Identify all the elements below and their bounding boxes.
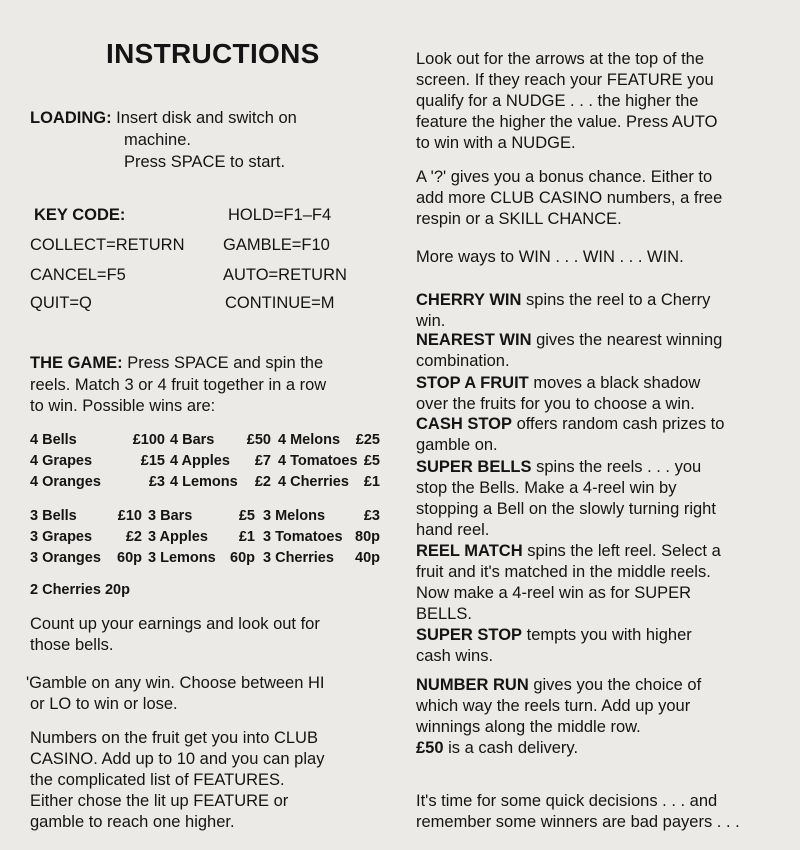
key-cancel: CANCEL=F5 [30,266,126,284]
game-text-3: to win. Possible wins are: [30,397,216,415]
key-gamble: GAMBLE=F10 [223,236,330,254]
count-up-line-1: Count up your earnings and look out for [30,615,320,633]
super-bells-line-2: stop the Bells. Make a 4-reel win by [416,479,677,497]
number-run-line-2: which way the reels turn. Add up your [416,697,691,715]
loading-text-1: Insert disk and switch on [116,109,297,127]
game-label: THE GAME: [30,354,123,372]
win-name: 4 Grapes [30,453,93,469]
win-name: 3 Lemons [148,550,216,566]
key-continue: CONTINUE=M [225,294,335,312]
game-line-1 [30,353,323,375]
feature-text: offers random cash prizes to [516,415,725,433]
bonus-line-2: add more CLUB CASINO numbers, a free [416,189,723,207]
gamble-line-1: 'Gamble on any win. Choose between HI [26,674,325,692]
cash-stop-line-1 [416,414,724,436]
win-name: 3 Cherries [263,550,334,566]
nearest-win-line-1 [416,330,722,352]
win-name: 4 Apples [170,453,230,469]
number-run-line-3: winnings along the middle row. [416,718,641,736]
win-name: 3 Oranges [30,550,101,566]
win-amount: £1 [363,474,380,490]
stop-a-fruit-line-2: over the fruits for you to choose a win. [416,395,695,413]
feature-text: gives you the choice of [533,676,702,694]
win-amount: £25 [355,432,380,448]
cash-stop-line-2: gamble on. [416,436,498,454]
feature-name: NUMBER RUN [416,676,529,694]
arrows-line-5: to win with a NUDGE. [416,134,576,152]
feature-name: SUPER STOP [416,626,523,644]
super-stop-line-1 [416,625,692,647]
reel-match-line-4: BELLS. [416,605,472,623]
win-name: 3 Bells [30,508,77,524]
closing-line-2: remember some winners are bad payers . . . [416,813,740,831]
win-name: 3 Melons [263,508,326,524]
feature-text: tempts you with higher [526,626,692,644]
feature-text: moves a black shadow [533,374,701,392]
win-amount: £100 [132,432,165,448]
win-amount: £3 [363,508,380,524]
page-title: INSTRUCTIONS [106,38,320,69]
super-bells-line-1 [416,457,701,479]
win-amount: £10 [117,508,142,524]
loading-text-3: Press SPACE to start. [124,153,286,171]
win-name: 4 Lemons [170,474,238,490]
super-stop-line-2: cash wins. [416,647,494,665]
stop-a-fruit-line-1 [416,373,700,395]
feature-name: CHERRY WIN [416,291,522,309]
win-amount: £50 [246,432,271,448]
bonus-line-3: respin or a SKILL CHANCE. [416,210,622,228]
win-name: 4 Bars [170,432,215,448]
game-text-2: reels. Match 3 or 4 fruit together in a row [30,376,327,394]
reel-match-line-2: fruit and it's matched in the middle reels. [416,563,711,581]
super-bells-line-4: hand reel. [416,521,490,539]
win-name: 4 Tomatoes [278,453,358,469]
numbers-line-5: gamble to reach one higher. [30,813,235,831]
win-amount: 40p [355,550,380,566]
loading-line-1 [30,108,297,130]
win-amount: £2 [254,474,271,490]
win-amount: 80p [355,529,380,545]
feature-text: gives the nearest winning [536,331,723,349]
win-name: 4 Melons [278,432,341,448]
nearest-win-line-2: combination. [416,352,510,370]
feature-name: £50 [416,739,444,757]
two-cherries-win: 2 Cherries 20p [30,582,130,598]
numbers-line-4: Either chose the lit up FEATURE or [30,792,289,810]
win-name: 4 Bells [30,432,77,448]
gamble-line-2: or LO to win or lose. [30,695,178,713]
super-bells-line-3: stopping a Bell on the slowly turning right [416,500,716,518]
numbers-line-3: the complicated list of FEATURES. [30,771,285,789]
reel-match-line-1 [416,541,721,563]
loading-text-2: machine. [124,131,191,149]
win-amount: £15 [140,453,165,469]
arrows-line-2: screen. If they reach your FEATURE you [416,71,714,89]
feature-text: is a cash delivery. [448,739,579,757]
key-auto: AUTO=RETURN [223,266,347,284]
key-hold: HOLD=F1–F4 [228,206,332,224]
win-amount: £7 [254,453,271,469]
reel-match-line-3: Now make a 4-reel win as for SUPER [416,584,692,602]
feature-name: STOP A FRUIT [416,374,529,392]
win-amount: £1 [238,529,255,545]
feature-name: CASH STOP [416,415,512,433]
loading-label: LOADING: [30,109,112,127]
key-collect: COLLECT=RETURN [30,236,185,254]
game-text-1: Press SPACE and spin the [127,354,324,372]
numbers-line-1: Numbers on the fruit get you into CLUB [30,729,318,747]
win-name: 3 Grapes [30,529,93,545]
closing-line-1: It's time for some quick decisions . . . and [416,792,718,810]
win-name: 3 Tomatoes [263,529,343,545]
win-amount: 60p [117,550,142,566]
count-up-line-2: those bells. [30,636,114,654]
win-name: 3 Apples [148,529,208,545]
feature-name: REEL MATCH [416,542,523,560]
cherry-win-line-1 [416,290,710,312]
cherry-win-line-2: win. [416,312,446,330]
bonus-line-1: A '?' gives you a bonus chance. Either to [416,168,713,186]
arrows-line-3: qualify for a NUDGE . . . the higher the [416,92,699,110]
win-amount: £5 [363,453,380,469]
key-quit: QUIT=Q [30,294,92,312]
win-name: 4 Oranges [30,474,101,490]
fifty-line [416,738,578,760]
feature-text: spins the left reel. Select a [527,542,721,560]
numbers-line-2: CASINO. Add up to 10 and you can play [30,750,325,768]
feature-name: NEAREST WIN [416,331,532,349]
win-amount: £3 [148,474,165,490]
feature-text: spins the reels . . . you [536,458,702,476]
win-amount: 60p [230,550,255,566]
feature-text: spins the reel to a Cherry [526,291,711,309]
key-code-label: KEY CODE: [34,206,126,224]
arrows-line-1: Look out for the arrows at the top of the [416,50,705,68]
feature-name: SUPER BELLS [416,458,532,476]
more-ways: More ways to WIN . . . WIN . . . WIN. [416,248,684,266]
win-name: 3 Bars [148,508,193,524]
win-name: 4 Cherries [278,474,349,490]
win-amount: £5 [238,508,255,524]
arrows-line-4: feature the higher the value. Press AUTO [416,113,718,131]
win-amount: £2 [125,529,142,545]
number-run-line-1 [416,675,701,697]
